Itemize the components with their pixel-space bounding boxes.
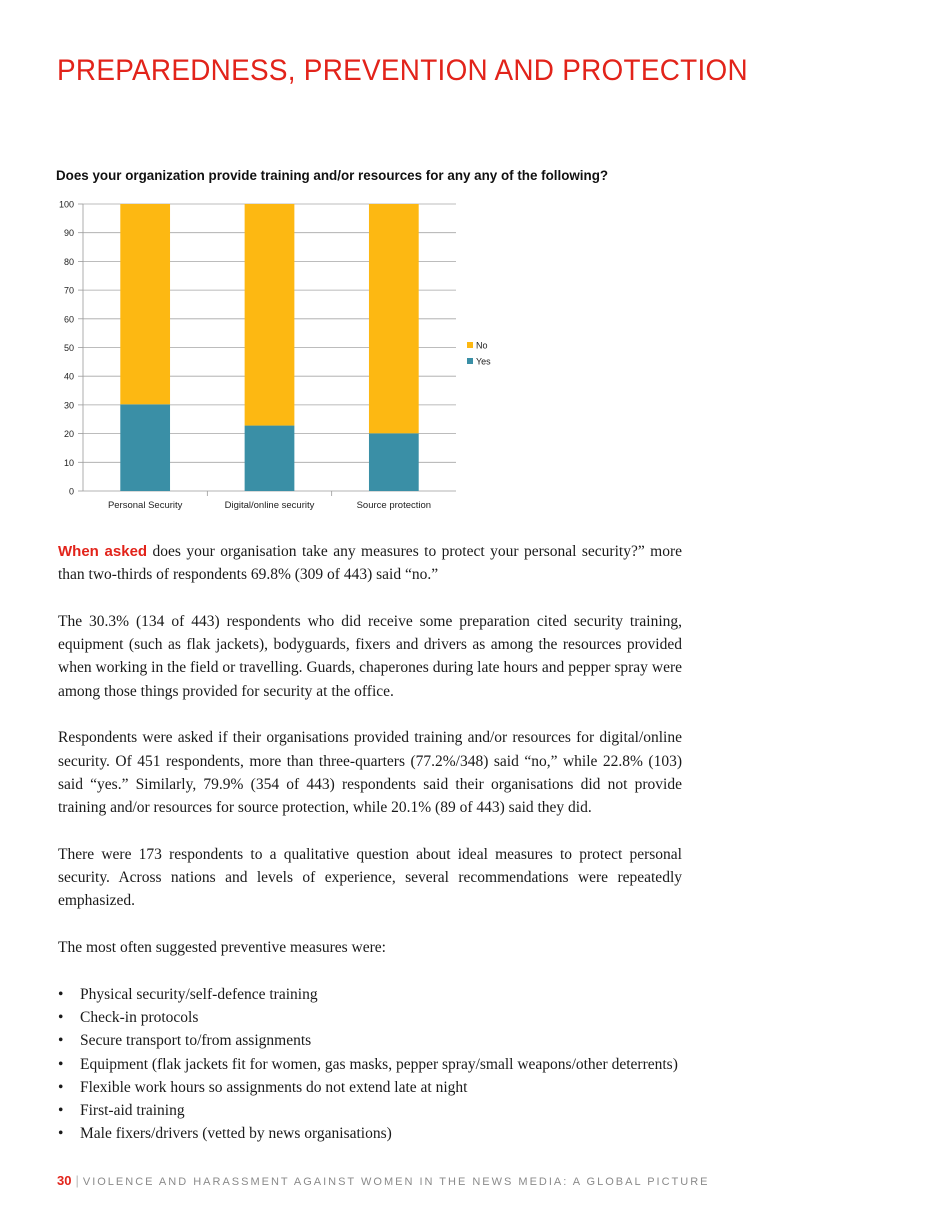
list-item: • Male fixers/drivers (vetted by news organisations): [58, 1122, 682, 1145]
lead-in: When asked: [58, 543, 148, 560]
page-footer: [57, 1172, 710, 1190]
y-tick-label: 90: [63, 228, 74, 239]
y-tick-label: 50: [63, 343, 74, 353]
y-tick-label: 80: [63, 256, 74, 267]
chart-title: Does your organization provide training and/or resources for any any of the following?: [56, 168, 609, 183]
legend-label-no: No: [476, 340, 488, 351]
y-tick-label: 40: [63, 371, 74, 382]
paragraph-intro: [58, 540, 682, 587]
y-tick-label: 0: [68, 486, 74, 497]
list-item: • Secure transport to/from assignments: [58, 1029, 682, 1052]
bar-yes-2: [245, 426, 295, 491]
measures-list: [58, 983, 682, 1146]
list-item: • Flexible work hours so assignments do not extend late at night: [58, 1076, 682, 1099]
x-tick-label: Personal Security: [107, 500, 183, 511]
paragraph-qualitative: There were 173 respondents to a qualitative question about ideal measures to protect personal security. Across nations and levels of experience, several recommendations were repeatedly emphasized.: [58, 845, 682, 910]
list-item: • Check-in protocols: [58, 1006, 682, 1029]
y-tick-label: 20: [63, 429, 74, 440]
bar-no-1: [120, 204, 170, 404]
y-tick-label: 30: [63, 400, 74, 411]
paragraph-digital-security: Respondents were asked if their organisations provided training and/or resources for digital/online security. Of 451 respondents, more than three-quarters (77.2%/348) said “no,” while 22.8% (103) said “yes.” Similarly, 79.9% (354 of 443) respondents said their organisations did not provide training and/or resources for source protection, while 20.1% (89 of 443) said they did.: [58, 729, 682, 817]
bar-no-3: [369, 204, 419, 433]
list-item: • First-aid training: [58, 1099, 682, 1122]
paragraph-intro-text: does your organisation take any measures to protect your personal security?” more than two-thirds of respondents 69.8% (309 of 443) said “no.”: [58, 543, 683, 584]
x-tick-label: Digital/online security: [224, 500, 315, 511]
legend-swatch-no: [467, 342, 473, 348]
list-item: • Equipment (flak jackets fit for women, gas masks, pepper spray/small weapons/other deterrents): [58, 1053, 682, 1076]
stacked-bar-chart: [0, 190, 560, 530]
bar-yes-1: [120, 404, 170, 491]
bar-no-2: [245, 204, 295, 426]
page-title: PREPAREDNESS, PREVENTION AND PROTECTION: [57, 54, 748, 87]
paragraph-preparation: The 30.3% (134 of 443) respondents who did receive some preparation cited security training, equipment (such as flak jackets), bodyguards, fixers and drivers as among the resources provided when working in the field or travelling. Guards, chaperones during late hours and pepper spray were among those things provided for security at the office.: [58, 612, 682, 700]
footer-title: VIOLENCE AND HARASSMENT AGAINST WOMEN IN THE NEWS MEDIA: A GLOBAL PICTURE: [82, 1176, 710, 1188]
footer-separator: |: [75, 1173, 79, 1188]
list-item: • Physical security/self-defence training: [58, 983, 682, 1006]
article-body: [58, 540, 682, 1146]
legend-label-yes: Yes: [476, 356, 491, 367]
paragraph-measures-intro: The most often suggested preventive measures were:: [58, 939, 386, 957]
y-tick-label: 70: [63, 285, 74, 296]
page-number: 30: [57, 1173, 72, 1188]
y-tick-label: 100: [58, 199, 74, 210]
bar-yes-3: [369, 433, 419, 491]
y-tick-label: 10: [63, 457, 74, 468]
y-tick-label: 60: [63, 314, 74, 325]
x-tick-label: Source protection: [356, 500, 432, 511]
legend-swatch-yes: [467, 358, 473, 364]
